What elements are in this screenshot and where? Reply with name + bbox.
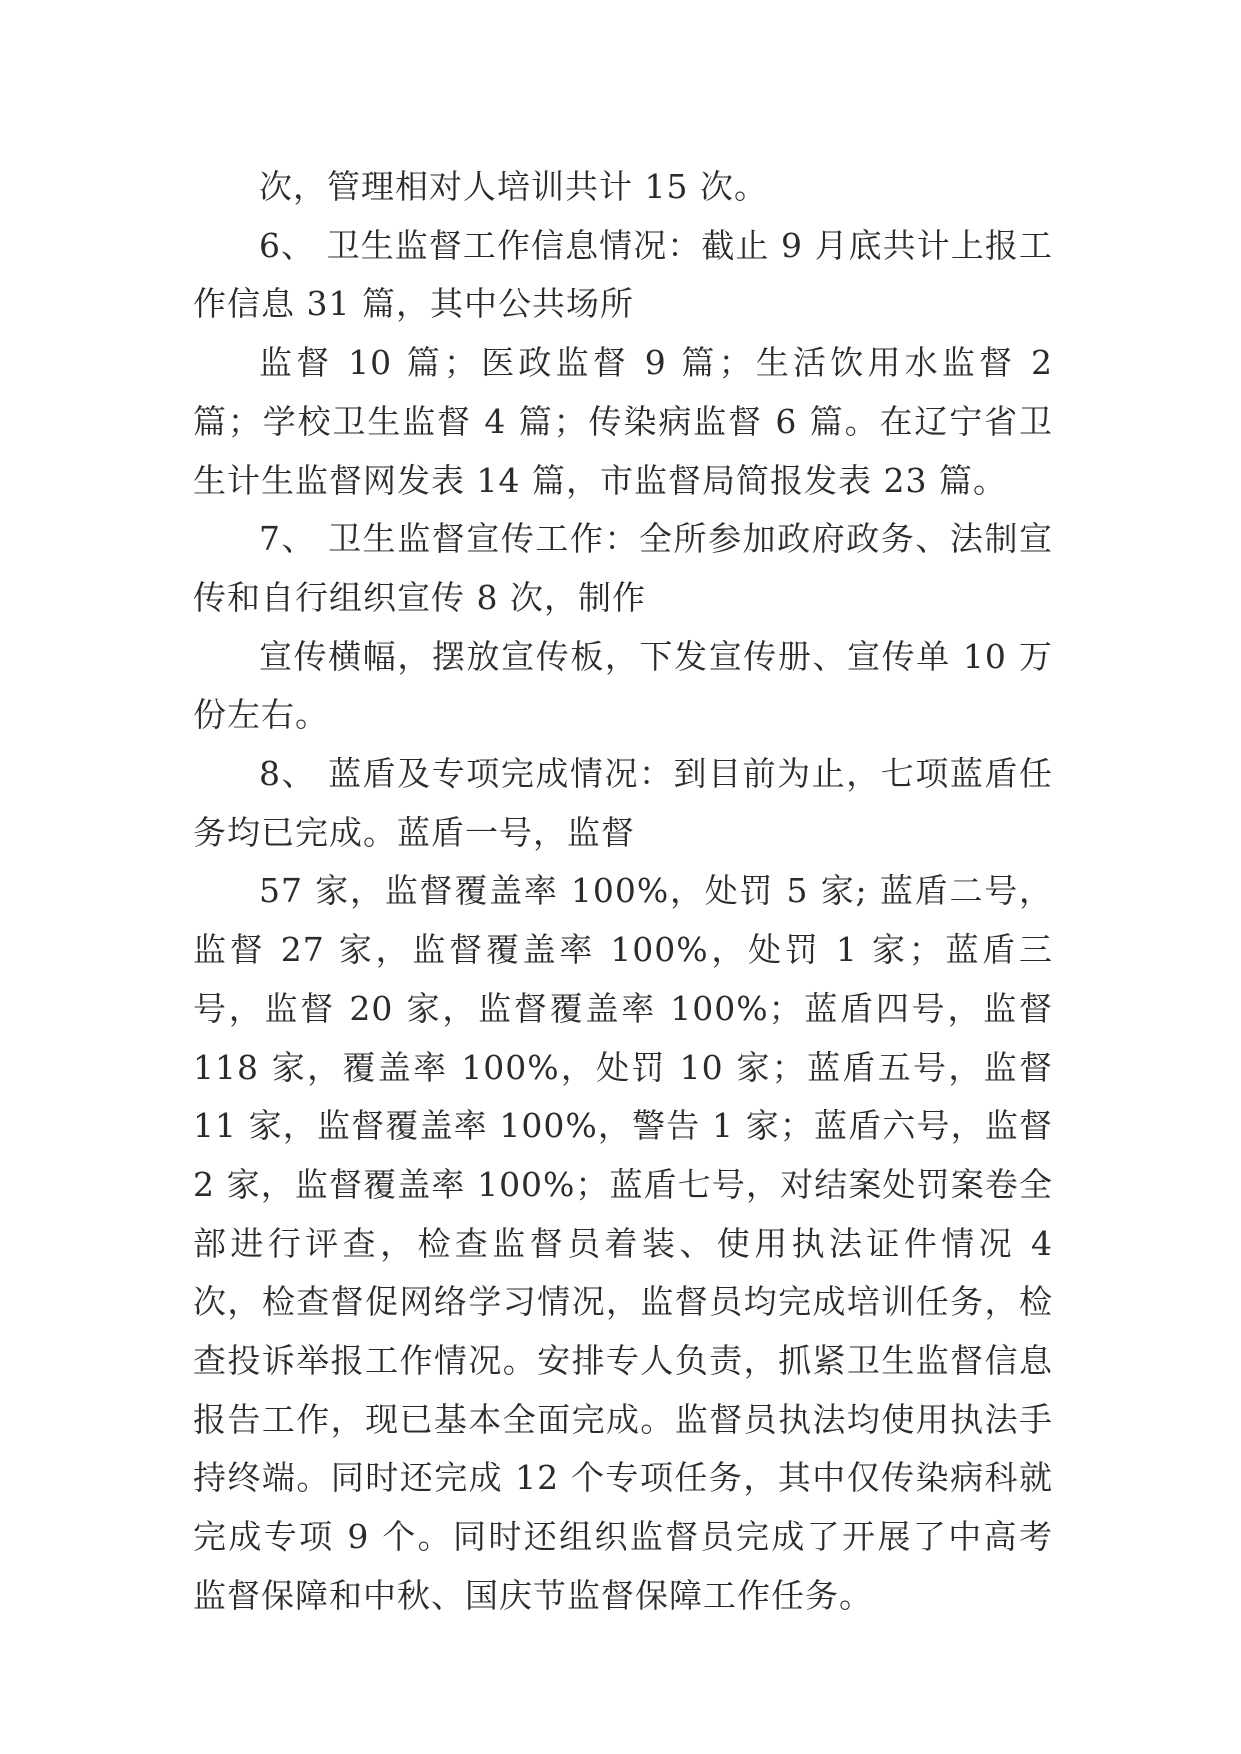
paragraph-item-8-details: 57 家，监督覆盖率 100%，处罚 5 家; 蓝盾二号，监督 27 家，监督覆盖率 100%，处罚 1 家；蓝盾三号，监督 20 家，监督覆盖率 100%；蓝盾四号，监督 118 家，覆盖率 100%，处罚 10 家；蓝盾五号，监督 11 家，监督覆盖率 100%，警告 1 家；蓝盾六号，监督 2 家，监督覆盖率 100%；蓝盾七号，对结案处罚案卷全部进行评查，检查监督员着装、使用执法证件情况 4 次，检查督促网络学习情况，监督员均完成培训任务，检查投诉举报工作情况。安排专人负责，抓紧卫生监督信息报告工作，现已基本全面完成。监督员执法均使用执法手持终端。同时还完成 12 个专项任务，其中仅传染病科就完成专项 9 个。同时还组织监督员完成了开展了中高考监督保障和中秋、国庆节监督保障工作任务。 [193,871,1053,1615]
paragraph-item-7-details: 宣传横幅，摆放宣传板，下发宣传册、宣传单 10 万份左右。 [193,636,1053,735]
paragraph-item-6-intro: 6、 卫生监督工作信息情况：截止 9 月底共计上报工作信息 31 篇，其中公共场所 [193,225,1053,324]
paragraph-item-6-details: 监督 10 篇；医政监督 9 篇；生活饮用水监督 2 篇；学校卫生监督 4 篇；传染病监督 6 篇。在辽宁省卫生计生监督网发表 14 篇，市监督局简报发表 23 篇。 [193,343,1053,500]
paragraph-training-summary: 次，管理相对人培训共计 15 次。 [259,167,768,206]
document-body [193,158,1053,1626]
paragraph-item-8-intro: 8、 蓝盾及专项完成情况：到目前为止，七项蓝盾任务均已完成。蓝盾一号，监督 [193,754,1053,852]
paragraph-item-7-intro: 7、 卫生监督宣传工作：全所参加政府政务、法制宣传和自行组织宣传 8 次，制作 [193,519,1053,617]
